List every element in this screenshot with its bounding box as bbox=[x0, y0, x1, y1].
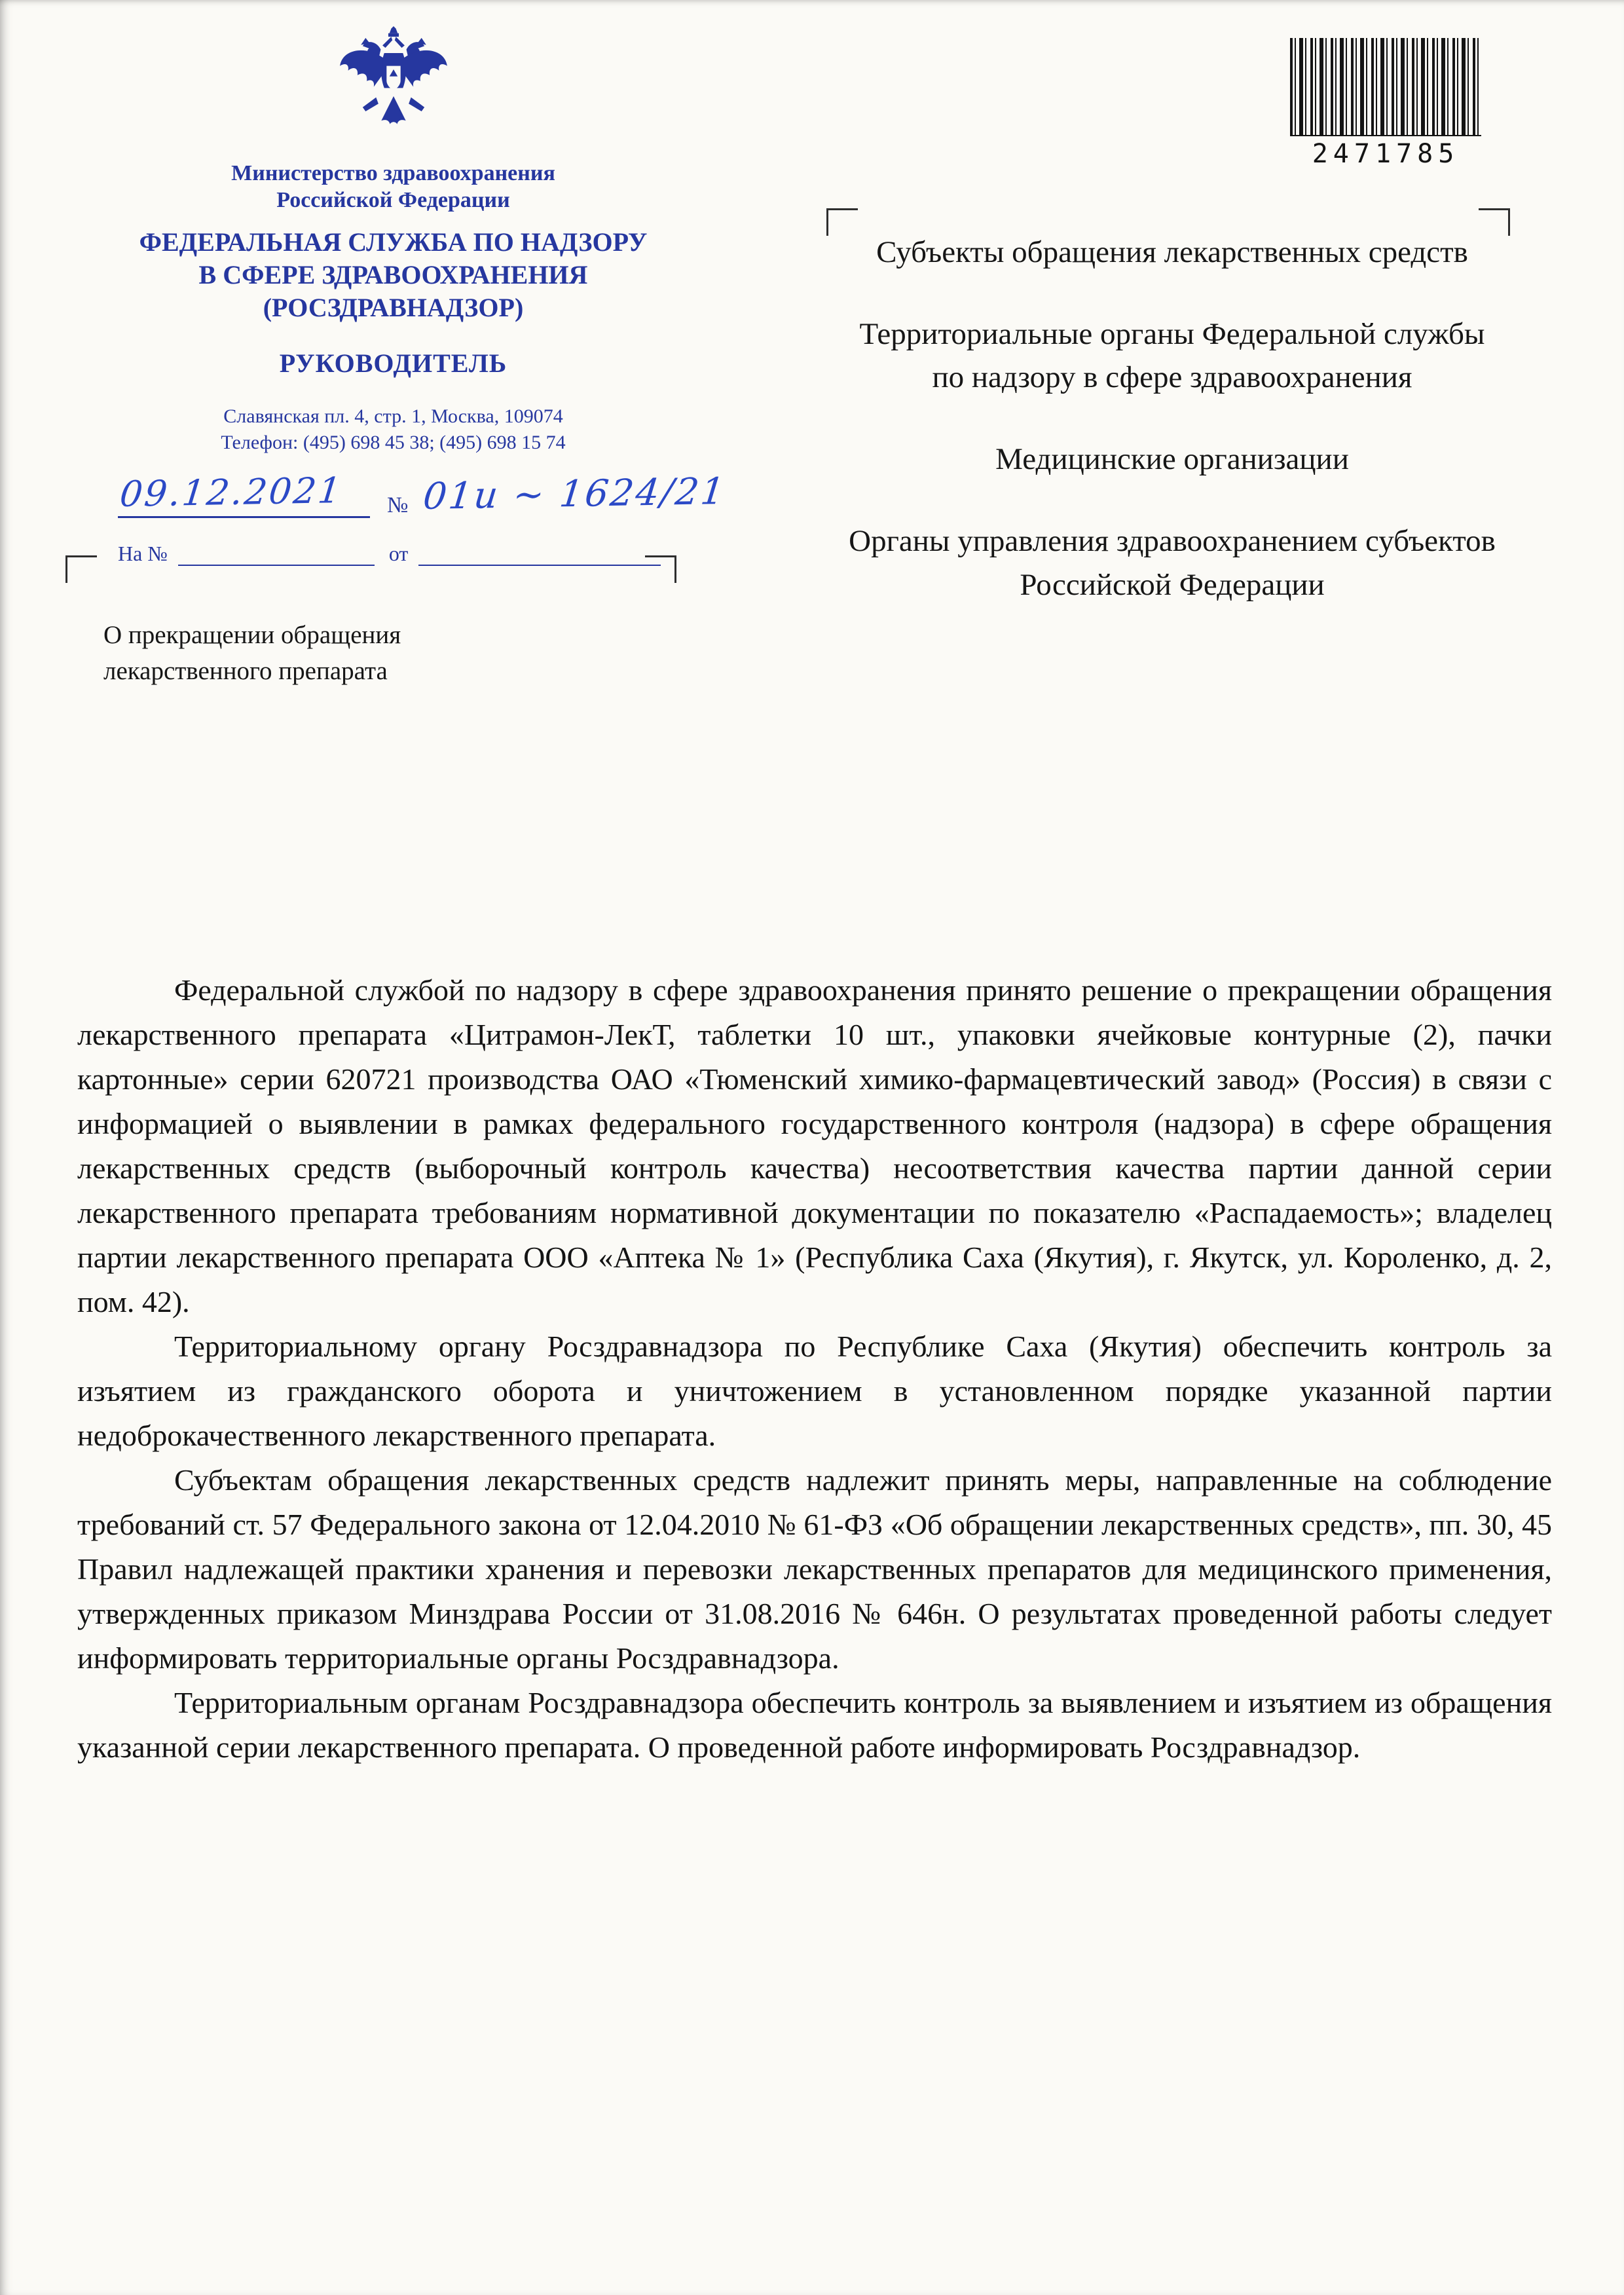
subject-corner-mark-left bbox=[65, 555, 97, 583]
ministry-line-2: Российской Федерации bbox=[276, 188, 510, 213]
service-line-3: (РОСЗДРАВНАДЗОР) bbox=[263, 292, 524, 322]
outgoing-number-handwritten: 01и ~ 1624/21 bbox=[421, 470, 729, 518]
incoming-na-label: На № bbox=[118, 541, 168, 565]
address-line: Славянская пл. 4, стр. 1, Москва, 109074 bbox=[223, 405, 563, 427]
barcode-block bbox=[1290, 38, 1481, 169]
subject-line-2: лекарственного препарата bbox=[103, 657, 388, 686]
phone-line: Телефон: (495) 698 45 38; (495) 698 15 74 bbox=[221, 432, 566, 454]
outgoing-ref-row bbox=[77, 470, 729, 518]
incoming-ref-row bbox=[77, 542, 709, 566]
letter-body bbox=[77, 968, 1552, 1770]
service-name bbox=[77, 226, 709, 324]
service-line-1: ФЕДЕРАЛЬНАЯ СЛУЖБА ПО НАДЗОРУ bbox=[139, 227, 648, 257]
emblem-wrap bbox=[77, 24, 709, 155]
body-paragraph: Субъектам обращения лекарственных средств надлежит принять меры, направленные на соблюдение требований ст. 57 Федерального закона от 12.04.2010 № 61-ФЗ «Об обращении лекарственных средств», пп. 30, 45 Правил надлежащей практики хранения и перевозки лекарственных препаратов для медицинского применения, утвержденных приказом Минздрава России от 31.08.2016 № 646н. О результатах проведенной работы следует информировать территориальные органы Росздравнадзора. bbox=[77, 1463, 1552, 1675]
subject-line-1: О прекращении обращения bbox=[103, 621, 401, 649]
barcode-icon bbox=[1290, 38, 1481, 136]
addressee-item: Субъекты обращения лекарственных средств bbox=[876, 235, 1468, 269]
position-title: РУКОВОДИТЕЛЬ bbox=[279, 348, 507, 378]
addressees-column bbox=[845, 231, 1500, 606]
addressee-item: Медицинские организации bbox=[995, 442, 1349, 477]
ministry-line-1: Министерство здравоохранения bbox=[231, 161, 555, 185]
incoming-ot-label: от bbox=[388, 541, 409, 565]
letterhead bbox=[77, 24, 729, 566]
outgoing-date-handwritten: 09.12.2021 bbox=[118, 470, 345, 515]
body-paragraph: Территориальным органам Росздравнадзора обеспечить контроль за выявлением и изъятием из обращения указанной серии лекарственного препарата. О проведенной работе информировать Росздравнадзор. bbox=[77, 1686, 1552, 1764]
russia-coat-of-arms-icon bbox=[335, 26, 452, 152]
subject-block bbox=[103, 617, 401, 690]
body-paragraph: Территориальному органу Росздравнадзора по Республике Саха (Якутия) обеспечить контроль за изъятием из гражданского оборота и уничтожением в установленном порядке указанной партии недоброкачественного лекарственного препарата. bbox=[77, 1330, 1552, 1452]
addressee-item: Территориальные органы Федеральной службы по надзору в сфере здравоохранения bbox=[859, 316, 1485, 395]
addressee-item: Органы управления здравоохранением субъектов Российской Федерации bbox=[849, 523, 1496, 602]
outgoing-number-field bbox=[421, 470, 729, 518]
body-paragraph: Федеральной службой по надзору в сфере здравоохранения принято решение о прекращении обращения лекарственного препарата «Цитрамон-ЛекТ, таблетки 10 шт., упаковки ячейковые контурные (2), пачки картонные» серии 620721 производства ОАО «Тюменский химико-фармацевтический завод» (Россия) в связи с информацией о выявлении в рамках федерального государственного контроля (надзора) в сфере обращения лекарственных средств (выборочный контроль качества) несоответствия качества партии данной серии лекарственного препарата требованиям нормативной документации по показателю «Распадаемость»; владелец партии лекарственного препарата ООО «Аптека № 1» (Республика Саха (Якутия), г. Якутск, ул. Короленко, д. 2, пом. 42). bbox=[77, 973, 1552, 1318]
incoming-date-blank bbox=[418, 542, 661, 566]
outgoing-date-field bbox=[118, 470, 370, 518]
barcode-number: 2471785 bbox=[1312, 139, 1460, 169]
incoming-number-blank bbox=[178, 542, 375, 566]
ministry-name bbox=[77, 160, 709, 214]
service-line-2: В СФЕРЕ ЗДРАВООХРАНЕНИЯ bbox=[198, 259, 588, 289]
number-sign: № bbox=[387, 493, 409, 517]
subject-corner-mark-right bbox=[645, 555, 676, 583]
